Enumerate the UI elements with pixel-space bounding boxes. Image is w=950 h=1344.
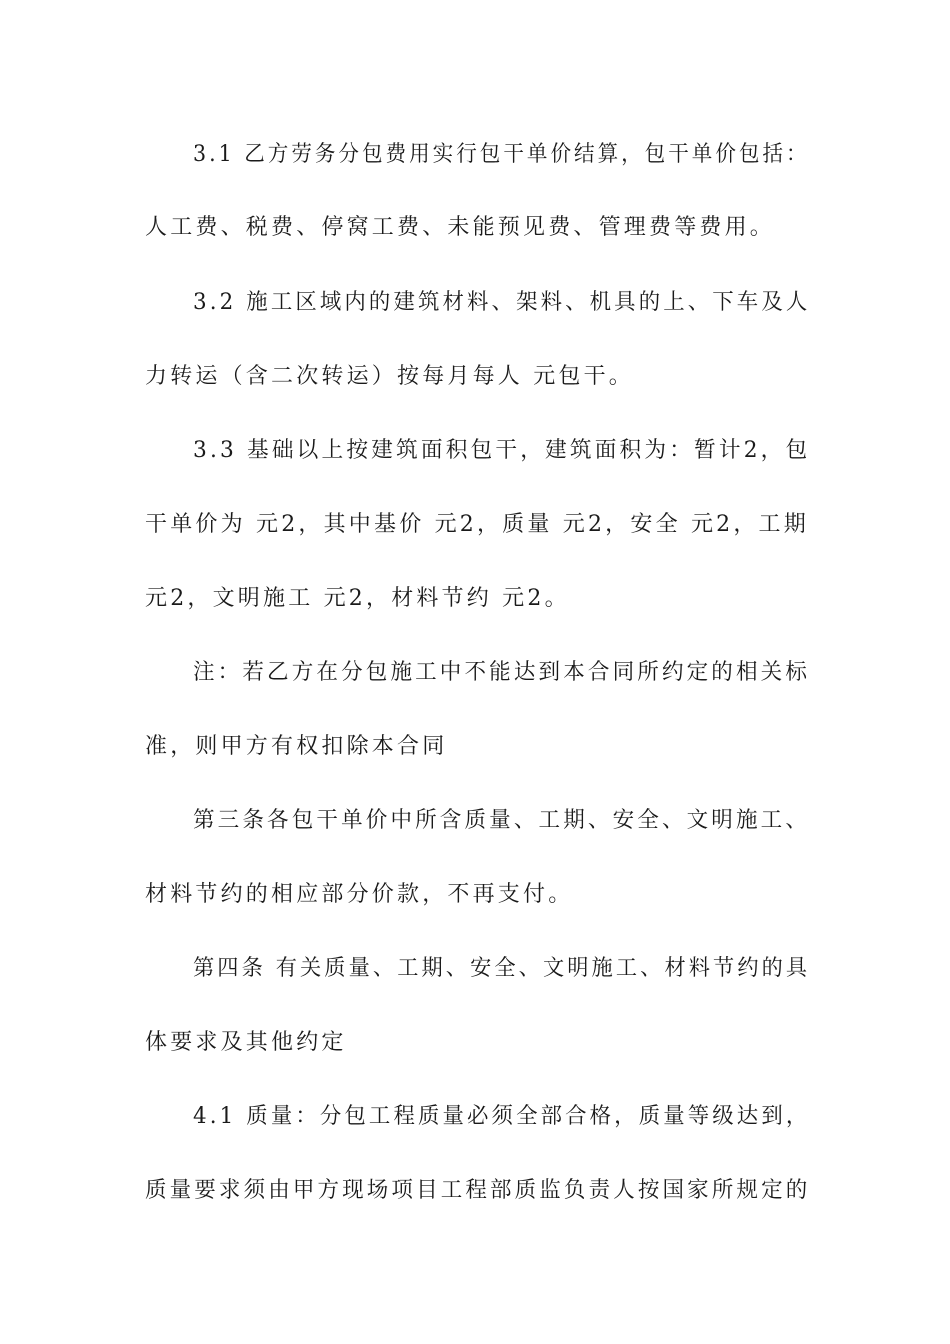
text-line: 注：若乙方在分包施工中不能达到本合同所约定的相关标	[193, 660, 811, 685]
text-line: 材料节约的相应部分价款，不再支付。	[145, 882, 574, 907]
text-line: 3.1 乙方劳务分包费用实行包干单价结算，包干单价包括：	[193, 142, 810, 167]
text-line: 准，则甲方有权扣除本合同	[145, 734, 448, 759]
text-line: 4.1 质量：分包工程质量必须全部合格，质量等级达到，	[193, 1104, 811, 1129]
text-line: 质量要求须由甲方现场项目工程部质监负责人按国家所规定的	[145, 1178, 811, 1203]
text-line: 力转运（含二次转运）按每月每人 元包干。	[145, 364, 634, 389]
text-line: 体要求及其他约定	[145, 1030, 347, 1055]
text-line: 第四条 有关质量、工期、安全、文明施工、材料节约的具	[193, 956, 811, 981]
text-line: 元2，文明施工 元2，材料节约 元2。	[145, 586, 570, 611]
text-line: 干单价为 元2，其中基价 元2，质量 元2，安全 元2，工期	[145, 512, 809, 537]
text-line: 人工费、税费、停窝工费、未能预见费、管理费等费用。	[145, 215, 776, 240]
text-line: 第三条各包干单价中所含质量、工期、安全、文明施工、	[193, 808, 811, 833]
text-line: 3.2 施工区域内的建筑材料、架料、机具的上、下车及人	[193, 290, 811, 315]
text-line: 3.3 基础以上按建筑面积包干，建筑面积为：暂计2，包	[193, 438, 811, 463]
